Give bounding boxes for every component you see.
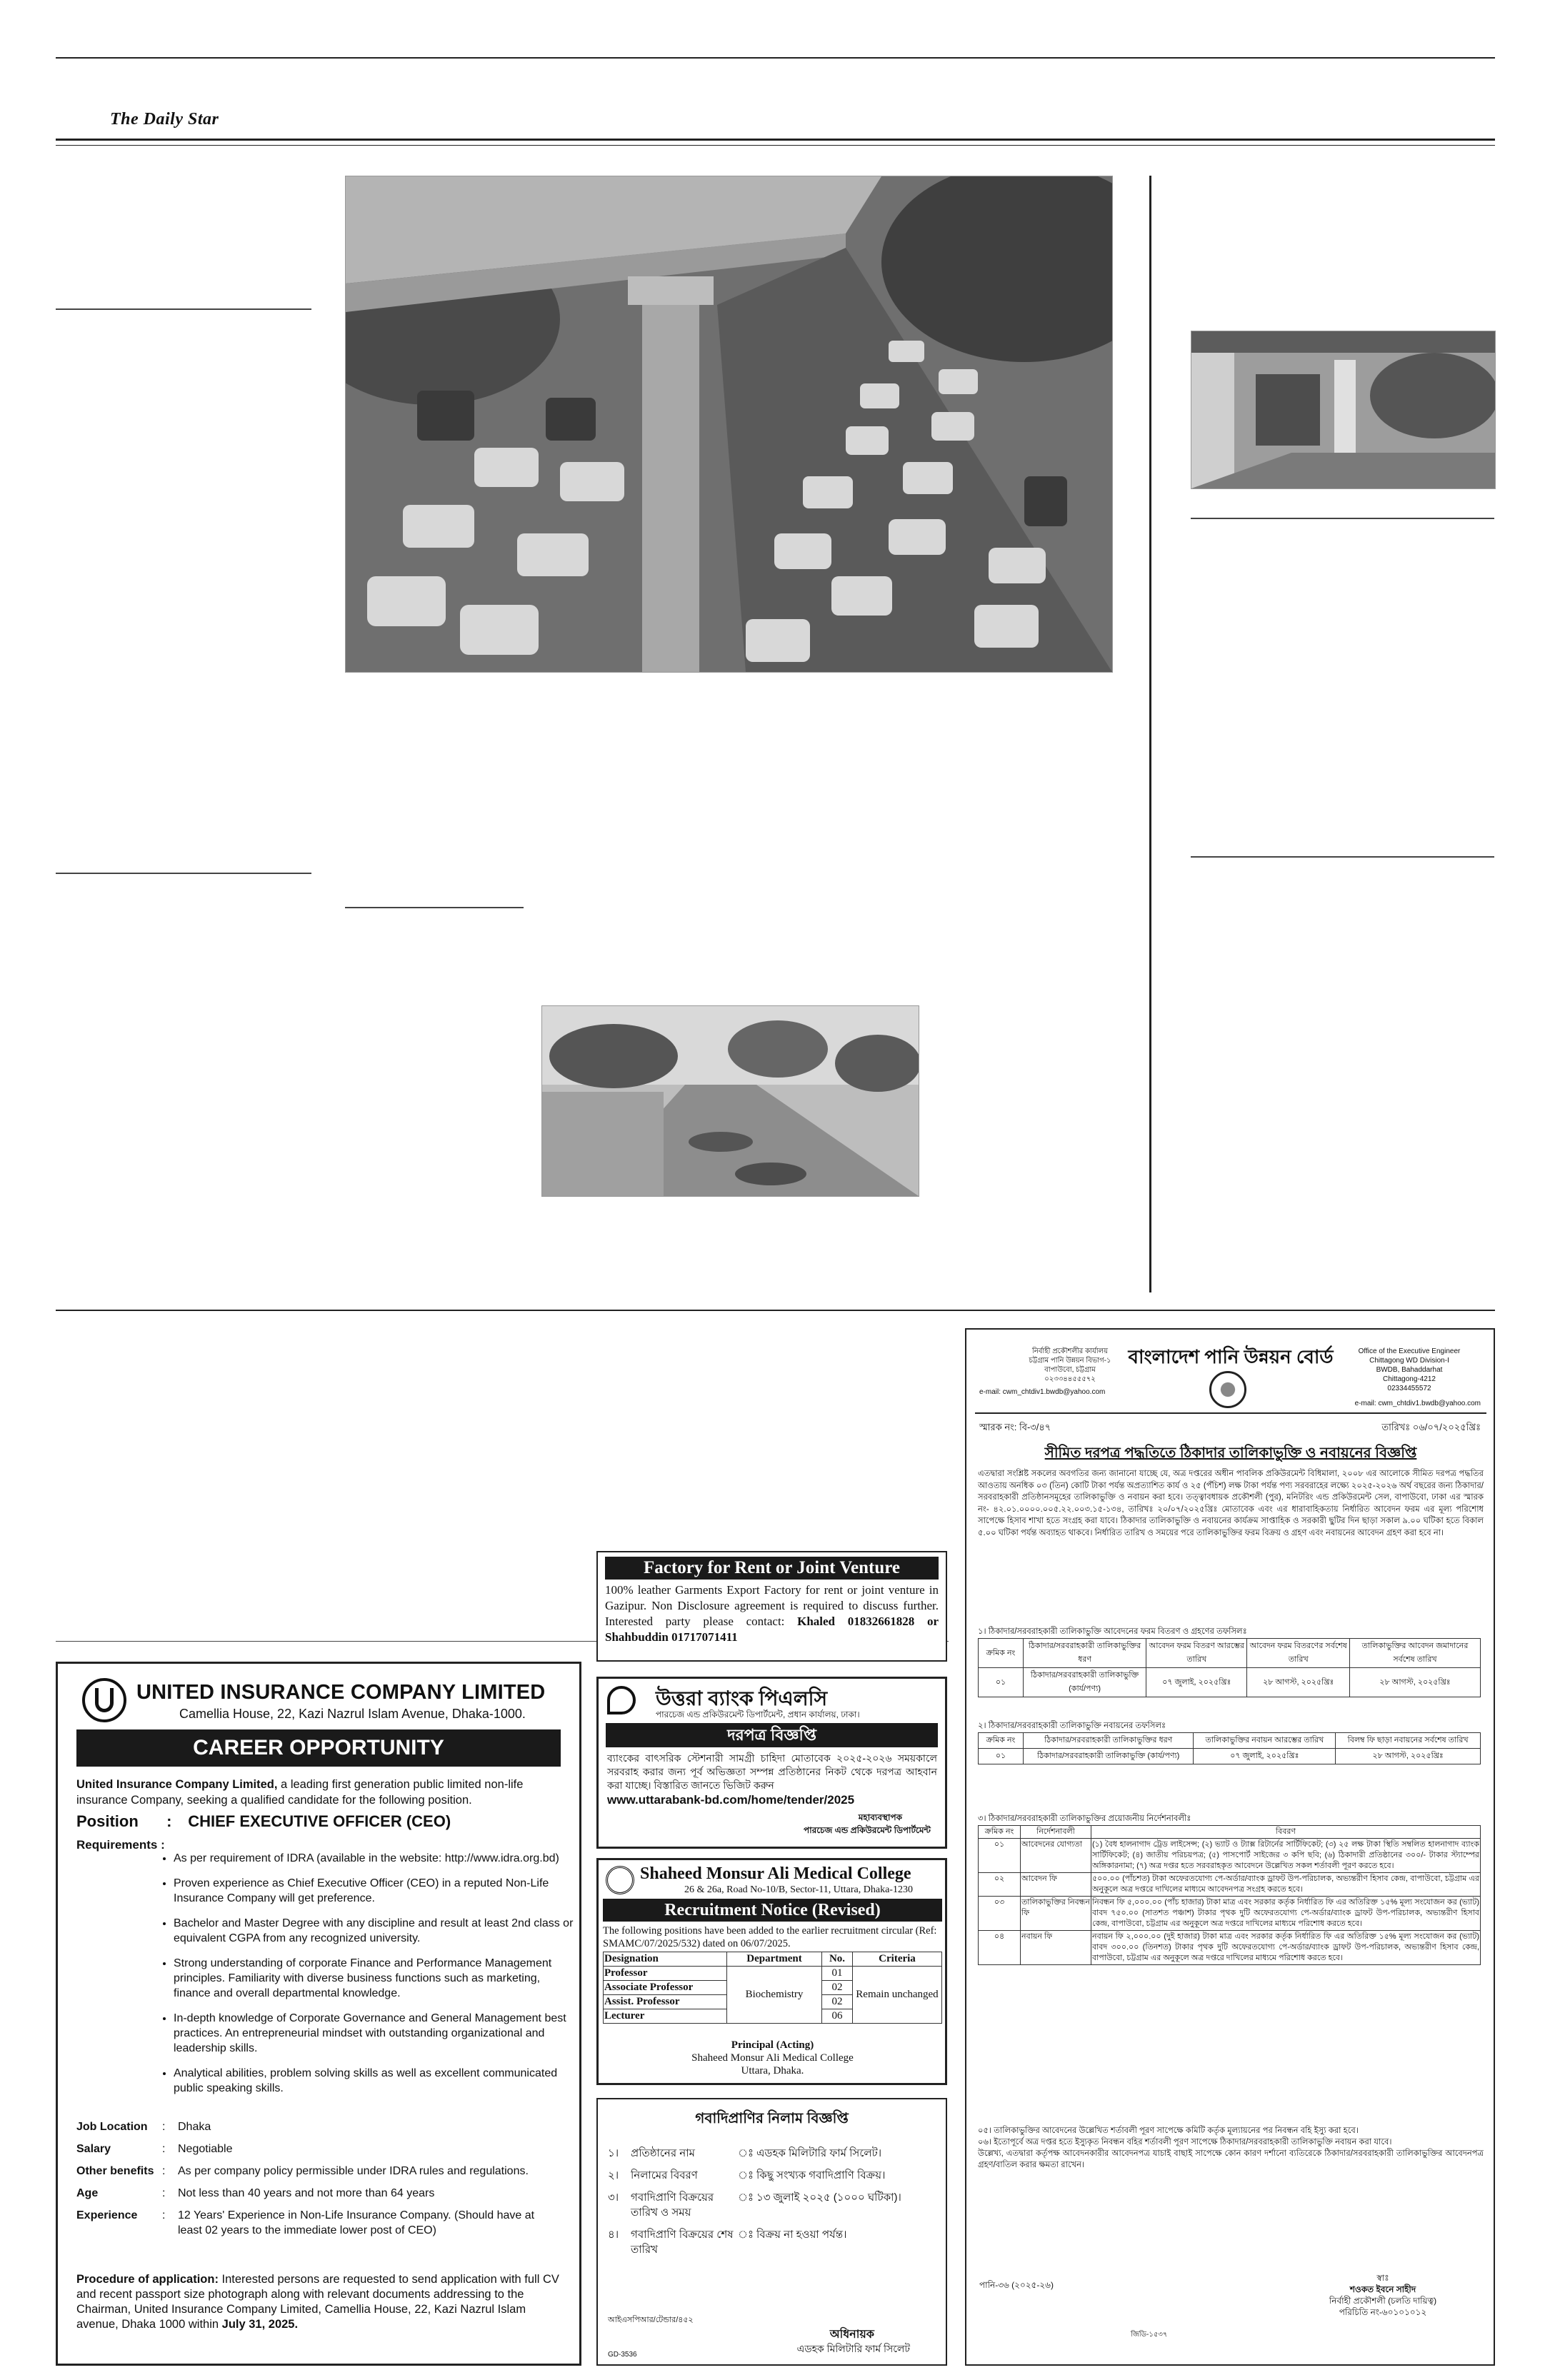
table-header: ক্রমিক নং xyxy=(979,1826,1021,1839)
bwdb-head-rule xyxy=(975,1412,1486,1414)
requirement-item: • Analytical abilities, problem solving skills as well as excellent communicated public speaking skills. xyxy=(174,2066,574,2096)
bwdb-notes xyxy=(978,2125,1484,2171)
table-cell: তালিকাভুক্তির নিবন্ধন ফি xyxy=(1021,1897,1091,1931)
uttara-bank-ad xyxy=(596,1677,947,1849)
table-header: আবেদন ফরম বিতরণ আরম্ভের তারিখ xyxy=(1146,1639,1247,1668)
bwdb-table-2 xyxy=(978,1732,1481,1764)
right-column-rule-1 xyxy=(1191,518,1494,519)
table-cell: ঠিকাদার/সরবরাহকারী তালিকাভুক্তি (কার্য/পণ্য) xyxy=(1024,1749,1194,1764)
table-header: বিলম্ব ফি ছাড়া নবায়নের সর্বশেষ তারিখ xyxy=(1336,1733,1481,1749)
center-column-rule xyxy=(345,907,524,908)
united-insurance-ad xyxy=(56,1662,581,2366)
table-cell: আবেদনের যোগ্যতা xyxy=(1021,1839,1091,1873)
positions-table xyxy=(603,1952,942,2024)
bwdb-table-1 xyxy=(978,1638,1481,1697)
table-cell: (১) বৈধ হালনাগাদ ট্রেড লাইসেন্স; (২) ভ্যাট ও ট্যাক্স রিটার্নের সার্টিফিকেট; (৩) ২৫ লক্ষ টাকা স্থিতি সম্বলিত হালনাগাদ ব্যাংক সার্টিফিকেট; (৪) জাতীয় পরিচয়পত্র; (৫) পাসপোর্ট সাইজের ৩ কপি ছবি; (৬) ঠিকাদারী প্রতিষ্ঠানের ৩০০/- টাকার স্ট্যাম্পের অঙ্গিকারনামা; (৭) অত্র দপ্তর হতে সরবরাহকৃত আবেদনে উল্লেখিত সকল শর্তাবলী পূরণ করতে হবে। xyxy=(1091,1839,1481,1873)
uttara-department: পারচেজ এন্ড প্রকিউরমেন্ট ডিপার্টমেন্ট, প্রধান কার্যালয়, ঢাকা। xyxy=(656,1709,860,1719)
uttara-sign-1: মহাব্যবস্থাপক xyxy=(858,1812,902,1822)
requirement-item: • Proven experience as Chief Executive Officer (CEO) in a reputed Non-Life Insurance Company will get preference. xyxy=(174,1876,574,1906)
table-header: ক্রমিক নং xyxy=(979,1639,1024,1668)
table-cell: নবায়ন ফি ২,০০০.০০ (দুই হাজার) টাকা মাত্র এবং সরকার কর্তৃক নির্ধারিত ফি এর অতিরিক্ত ১৫% মূল্য সংযোজন কর (ভ্যাট) বাবদ ৩০০.০০ (তিনশত) টাকার পৃথক দুটি অফেরতযোগ্য পে-অর্ডার/ব্যাংক ড্রাফট উপ-পরিচালক, অভ্যন্তরীণ হিসাব কেন্দ্র, বাপাউবো, চট্টগ্রাম এর অনুকূলে অত্র দপ্তরে দাখিলের মাধ্যমে পরিশোধ করতে হবে। xyxy=(1091,1931,1481,1965)
detail-row: Salary : Negotiable xyxy=(76,2143,233,2155)
requirement-item: • As per requirement of IDRA (available in the website: http://www.idra.org.bd) xyxy=(174,1851,574,1866)
corridor-photo xyxy=(1191,331,1496,489)
bwdb-table-3 xyxy=(978,1825,1481,1965)
table-cell: নবায়ন ফি xyxy=(1021,1931,1091,1965)
bwdb-date: তারিখঃ ০৬/০৭/২০২৫খ্রিঃ xyxy=(1381,1422,1481,1432)
traffic-jam-photo xyxy=(345,176,1113,673)
auction-row: ২। নিলামের বিবরণ ঃ কিছু সংখ্যক গবাদিপ্রাণি বিক্রয়। xyxy=(608,2169,886,2181)
auction-ref: আইএসপিআর/টেন্ডার/৪৫২ xyxy=(608,2316,694,2324)
note-item: ০৬। ইতোপূর্বে অত্র দপ্তর হতে ইস্যুকৃত নিবন্ধন বহির শর্তাবলী পূরণ সাপেক্ষে ঠিকাদার/সরবরাহকারী তালিকাভুক্তি নবায়ন করা যাবে। xyxy=(978,2138,1392,2146)
table-header: ঠিকাদার/সরবরাহকারী তালিকাভুক্তির ধরণ xyxy=(1024,1733,1194,1749)
auction-title: গবাদিপ্রাণির নিলাম বিজ্ঞপ্তি xyxy=(695,2111,849,2127)
table-header: ক্রমিক নং xyxy=(979,1733,1024,1749)
auction-sign-2: এডহক মিলিটারি ফার্ম সিলেট xyxy=(796,2343,910,2354)
table-cell: ০৩ xyxy=(979,1897,1021,1931)
requirement-item: • Strong understanding of corporate Finance and Performance Management principles. Familiarity with diverse business functions such as marketing, finance and overall departmental knowledge. xyxy=(174,1956,574,2001)
bwdb-signature: স্বাঃ শওকত ইবনে সাহীদ নির্বাহী প্রকৌশলী (চলতি দায়িত্ব) পরিচিতি নং-৬০১০১০১২ xyxy=(1329,2273,1437,2317)
right-column-rule-2 xyxy=(1191,856,1494,858)
bwdb-left-head: নির্বাহী প্রকৌশলীর কার্যালয় চট্টগ্রাম পানি উন্নয়ন বিভাগ-১ বাপাউবো, চট্টগ্রাম ০২৩৩৪৪৫৫৫৭২ xyxy=(1029,1347,1111,1383)
auction-row: ৪। গবাদিপ্রাণি বিক্রয়ের শেষ তারিখ ঃ বিক্রয় না হওয়া পর্যন্ত। xyxy=(608,2229,847,2256)
bwdb-memo: স্মারক নং: বি-৩/৪৭ xyxy=(979,1422,1051,1432)
bwdb-notice-ad xyxy=(965,1328,1495,2366)
position-row: Position : CHIEF EXECUTIVE OFFICER (CEO) xyxy=(76,1812,451,1830)
table-cell: ২৮ আগস্ট, ২০২৫খ্রিঃ xyxy=(1247,1668,1350,1697)
left-column-rule-2 xyxy=(56,873,311,874)
table-header: Criteria xyxy=(853,1952,942,1967)
bwdb-dfp: জিডি-১৫৩৭ xyxy=(1131,2331,1168,2339)
department-cell: Biochemistry xyxy=(727,1967,822,2024)
table-header: তালিকাভুক্তির আবেদন জমাদানের সর্বশেষ তারিখ xyxy=(1350,1639,1481,1668)
career-banner: CAREER OPPORTUNITY xyxy=(76,1729,561,1767)
detail-row: Experience : 12 Years' Experience in Non-Life Insurance Company. (Should have at least 02 years to the immediate lower post of CEO) xyxy=(76,2209,535,2236)
masthead-rule-1 xyxy=(56,139,1495,141)
table-header: ঠিকাদার/সরবরাহকারী তালিকাভুক্তির ধরণ xyxy=(1024,1639,1146,1668)
table-cell: ০৭ জুলাই, ২০২৫খ্রিঃ xyxy=(1194,1749,1336,1764)
shaheed-monsur-ali-ad xyxy=(596,1858,947,2085)
designation-cell: Assist. Professor xyxy=(604,1995,727,2009)
auction-rows xyxy=(608,2146,936,2257)
table-header: আবেদন ফরম বিতরণের সর্বশেষ তারিখ xyxy=(1247,1639,1350,1668)
detail-row: Other benefits : As per company policy permissible under IDRA rules and regulations. xyxy=(76,2165,529,2177)
table-header: Designation xyxy=(604,1952,727,1967)
table-cell: ঠিকাদার/সরবরাহকারী তালিকাভুক্তি (কার্য/পণ্য) xyxy=(1024,1668,1146,1697)
tender-body: ব্যাংকের বাৎসরিক স্টেশনারী সামগ্রী চাহিদা মোতাবেক ২০২৫-২০২৬ সময়কালে সরবরাহ করার জন্য পূর্ব অভিজ্ঞতা সম্পন্ন প্রতিষ্ঠানের নিকট থেকে দরপত্র আহবান করা যাচ্ছে। বিস্তারিত জানতে ভিজিট করুন xyxy=(607,1752,937,1791)
table-header: তালিকাভুক্তির নবায়ন আরম্ভের তারিখ xyxy=(1194,1733,1336,1749)
college-signature: Principal (Acting) Shaheed Monsur Ali Medical College Uttara, Dhaka. xyxy=(691,2039,854,2077)
auction-gd: GD-3536 xyxy=(608,2351,637,2359)
table-cell: ০১ xyxy=(979,1839,1021,1873)
bwdb-emblem-icon xyxy=(1209,1371,1246,1408)
auction-sign-1: অধিনায়ক xyxy=(829,2329,874,2341)
table-cell: ২৮ আগস্ট, ২০২৫খ্রিঃ xyxy=(1350,1668,1481,1697)
count-cell: 01 xyxy=(822,1967,853,1981)
bwdb-right-email: e-mail: cwm_chtdiv1.bwdb@yahoo.com xyxy=(1354,1400,1481,1407)
bwdb-left-email: e-mail: cwm_chtdiv1.bwdb@yahoo.com xyxy=(979,1388,1106,1396)
bwdb-pani: পানি-৩৬ (২০২৫-২৬) xyxy=(979,2280,1054,2290)
bwdb-right-head: Office of the Executive Engineer Chittagong WD Division-I BWDB, Bahaddarhat Chittagong-4212 02334455572 xyxy=(1358,1347,1461,1392)
factory-body: 100% leather Garments Export Factory for rent or joint venture in Gazipur. Non Disclosure agreement is required to discuss further. Interested party please contact: Khaled 01832661828 or Shahbuddin 01717071411 xyxy=(605,1583,939,1644)
note-item: উল্লেখ্য, এতদ্বারা কর্তৃপক্ষ আবেদনকারীর আবেদনপত্র যাচাই বাছাই সাপেক্ষে কোন কারণ দর্শানো ব্যতিরেকে ঠিকাদার/সরবরাহকারী তালিকাভুক্তির আবেদনপত্র গ্রহণ/বাতিল করার ক্ষমতা রাখেন। xyxy=(978,2149,1484,2169)
detail-row: Job Location : Dhaka xyxy=(76,2121,211,2133)
designation-cell: Professor xyxy=(604,1967,727,1981)
uttara-name: উত্তরা ব্যাংক পিএলসি xyxy=(656,1687,828,1709)
section-divider xyxy=(56,1310,1495,1311)
table-cell: নিবন্ধন ফি ৫,০০০.০০ (পাঁচ হাজার) টাকা মাত্র এবং সরকার কর্তৃক নির্ধারিত ফি এর অতিরিক্ত ১৫% মূল্য সংযোজন কর (ভ্যাট) বাবদ ৭৫০.০০ (সাতশত পঞ্চাশ) টাকার পৃথক দুটি অফেরতযোগ্য পে-অর্ডার/ব্যাংক ড্রাফট উপ-পরিচালক, অভ্যন্তরীণ হিসাব কেন্দ্র, বাপাউবো, চট্টগ্রাম এর অনুকূলে অত্র দপ্তরে দাখিলের মাধ্যমে পরিশোধ করতে হবে। xyxy=(1091,1897,1481,1931)
requirement-item: • In-depth knowledge of Corporate Governance and General Management best practices. An entrepreneurial mindset with outstanding organizational and leadership skills. xyxy=(174,2011,574,2056)
bwdb-heading: সীমিত দরপত্র পদ্ধতিতে ঠিকাদার তালিকাভুক্তি ও নবায়নের বিজ্ঞপ্তি xyxy=(1044,1445,1417,1461)
top-rule xyxy=(56,57,1495,59)
detail-row: Age : Not less than 40 years and not more than 64 years xyxy=(76,2187,435,2199)
auction-row: ১। প্রতিষ্ঠানের নাম ঃ এডহক মিলিটারি ফার্ম সিলেট। xyxy=(608,2147,882,2159)
requirements-list xyxy=(159,1851,574,2096)
college-address: 26 & 26a, Road No-10/B, Sector-11, Uttara, Dhaka-1230 xyxy=(684,1884,913,1895)
procedure-text: Procedure of application: Interested persons are requested to send application with full CV and recent passport size photograph along with relevant documents addressing to the Chairman, United Insurance Company Limited, Camellia House, 22, Kazi Nazrul Islam avenue, Dhaka 1000 within July 31, 2025. xyxy=(76,2273,559,2331)
count-cell: 02 xyxy=(822,1981,853,1995)
table-header: No. xyxy=(822,1952,853,1967)
bwdb-title: বাংলাদেশ পানি উন্নয়ন বোর্ড xyxy=(1128,1346,1334,1367)
count-cell: 06 xyxy=(822,2009,853,2024)
damaged-road-photo xyxy=(541,1005,919,1197)
table1-caption: ১। ঠিকাদার/সরবরাহকারী তালিকাভুক্তি আবেদনের ফরম বিতরণ ও গ্রহণের তফসিলঃ xyxy=(978,1627,1247,1636)
livestock-auction-ad xyxy=(596,2098,947,2366)
left-column-rule-1 xyxy=(56,308,311,310)
table-header: বিবরণ xyxy=(1091,1826,1481,1839)
uttara-logo-icon xyxy=(607,1686,636,1714)
table-cell: আবেদন ফি xyxy=(1021,1873,1091,1897)
count-cell: 02 xyxy=(822,1995,853,2009)
table3-caption: ৩। ঠিকাদার/সরবরাহকারী তালিকাভুক্তির প্রয়োজনীয় নির্দেশনাবলীঃ xyxy=(978,1814,1191,1823)
table-cell: ০৪ xyxy=(979,1931,1021,1965)
table-cell: ০১ xyxy=(979,1668,1024,1697)
recruitment-intro: The following positions have been added to the earlier recruitment circular (Ref: SMAMC/07/2025/532) dated on 06/07/2025. xyxy=(603,1925,937,1949)
college-name: Shaheed Monsur Ali Medical College xyxy=(640,1864,911,1883)
masthead-logo: The Daily Star xyxy=(110,110,219,129)
tender-url[interactable]: www.uttarabank-bd.com/home/tender/2025 xyxy=(607,1793,855,1807)
intro-text: United Insurance Company Limited, a leading first generation public limited non-life insurance Company, seeking a qualified candidate for the following position. xyxy=(76,1778,524,1807)
table-header: নির্দেশনাবলী xyxy=(1021,1826,1091,1839)
table-header: Department xyxy=(727,1952,822,1967)
table-cell: ২৮ আগস্ট, ২০২৫খ্রিঃ xyxy=(1336,1749,1481,1764)
criteria-cell: Remain unchanged xyxy=(853,1967,942,2024)
company-address: Camellia House, 22, Kazi Nazrul Islam Avenue, Dhaka-1000. xyxy=(179,1707,526,1721)
table-cell: ০৭ জুলাই, ২০২৫খ্রিঃ xyxy=(1146,1668,1247,1697)
uttara-sign-2: পারচেজ এন্ড প্রকিউরমেন্ট ডিপার্টমেন্ট xyxy=(804,1825,931,1835)
tender-banner: দরপত্র বিজ্ঞপ্তি xyxy=(606,1723,938,1747)
company-name: UNITED INSURANCE COMPANY LIMITED xyxy=(136,1681,546,1704)
masthead-rule-2 xyxy=(56,145,1495,146)
note-item: ০৫। তালিকাভুক্তির আবেদনের উল্লেখিত শর্তাবলী পূরণ সাপেক্ষে কমিটি কর্তৃক মূল্যায়নের পর নিবন্ধন বহি ইস্যু করা হবে। xyxy=(978,2127,1359,2135)
table-cell: ০১ xyxy=(979,1749,1024,1764)
united-logo-icon xyxy=(82,1678,126,1722)
column-divider xyxy=(1149,176,1151,1292)
college-logo-icon xyxy=(606,1866,634,1894)
table2-caption: ২। ঠিকাদার/সরবরাহকারী তালিকাভুক্তি নবায়নের তফসিলঃ xyxy=(978,1722,1166,1730)
table-cell: ৫০০.০০ (পাঁচশত) টাকা অফেরতযোগ্য পে-অর্ডার/ব্যাংক ড্রাফট উপ-পরিচালক, অভ্যন্তরীণ হিসাব কেন্দ্র, বাপাউবো, চট্টগ্রাম এর অনুকূলে অত্র দপ্তরে দাখিলের মাধ্যমে আবেদনপত্র সংগ্রহ করতে হবে। xyxy=(1091,1873,1481,1897)
bwdb-intro: এতদ্বারা সংশ্লিষ্ট সকলের অবগতির জন্য জানানো যাচ্ছে যে, অত্র দপ্তরের অধীন পাবলিক প্রকিউরমেন্ট বিধিমালা, ২০০৮ এর আলোকে সীমিত দরপত্র পদ্ধতির আওতায় অনধিক ০৩ (তিন) কোটি টাকা পর্যন্ত অপ্রত্যাশিত কার্য ও ২৫ (পঁচিশ) লক্ষ টাকা পর্যন্ত পণ্য সরবরাহের লক্ষ্যে ২০২৫-২০২৬ অর্থ বছরের জন্য ঠিকাদার/সরবরাহকারী প্রতিষ্ঠানসমূহের তালিকাভুক্তি ও নবায়ন করা হবে। তত্ত্বাবধায়ক প্রকৌশলী (পুর), মনিটরিং এন্ড প্রকিউরমেন্ট সেল, বাপাউবো, ঢাকা এর স্মারক নং- ৪২.০১.০০০০.০০৫.২২.০০৩.১৫-১৩৪, তারিখঃ ২০/০৭/২০২৫খ্রিঃ মোতাবেক এবং এর ধারাবাহিকতায় নির্ধারিত আবেদন ফরম এর মূল্য পরিশোধ সাপেক্ষে হিসাব শাখা হতে সংগ্রহ করা যাবে। ঠিকাদার তালিকাভুক্তি ও নবায়নের কার্যক্রম সাপ্তাহিক ও সরকারী ছুটির দিন ছাড়া সকাল ৯.০০ ঘটিকা হতে বিকাল ৫.০০ ঘটিকা পর্যন্ত অব্যাহত থাকবে। নির্ধারিত তারিখ ও সময়ের পরে তালিকাভুক্তির ফরম বিক্রয় ও গ্রহণ এবং নবায়নের আবেদন গ্রহণ করা হবে না। xyxy=(978,1470,1484,1537)
table-cell: ০২ xyxy=(979,1873,1021,1897)
recruitment-banner: Recruitment Notice (Revised) xyxy=(603,1899,942,1922)
requirement-item: • Bachelor and Master Degree with any discipline and result at least 2nd class or equivalent CGPA from any recognized university. xyxy=(174,1916,574,1946)
designation-cell: Associate Professor xyxy=(604,1981,727,1995)
designation-cell: Lecturer xyxy=(604,2009,727,2024)
job-details xyxy=(76,2119,561,2245)
auction-row: ৩। গবাদিপ্রাণি বিক্রয়ের তারিখ ও সময় ঃ ১৩ জুলাই ২০২৫ (১০০০ ঘটিকা)। xyxy=(608,2191,901,2219)
factory-ad xyxy=(596,1551,947,1662)
requirements-label: Requirements : xyxy=(76,1838,165,1852)
factory-title: Factory for Rent or Joint Venture xyxy=(605,1557,939,1580)
